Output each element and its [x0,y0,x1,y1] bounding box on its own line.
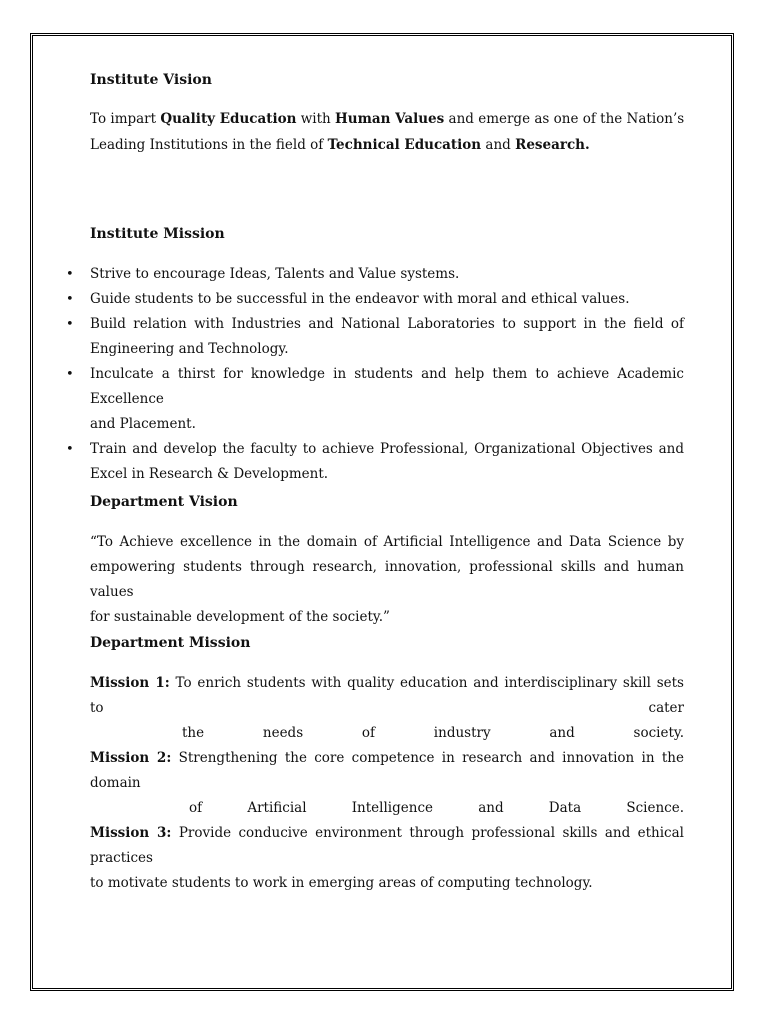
mission-3-line-1 [90,821,684,871]
institute-vision-text [90,107,684,158]
bullet-line: Excel in Research & Development. [90,466,329,482]
institute-vision-heading: Institute Vision [90,72,212,88]
text-run: Leading Institutions in the field of [90,137,328,153]
department-vision-line-2: empowering students through research, innovation, professional skills and human values [90,559,684,600]
department-vision-line-3: for sustainable development of the society.” [90,609,390,625]
mission-bullet-item [66,312,684,362]
mission-1-label: Mission 1: [90,675,170,691]
text-run: Provide conducive environment through professional skills and ethical practices [90,825,684,866]
bold-run: Quality Education [160,111,297,127]
bullet-line: and Placement. [90,416,196,432]
bold-run: Research. [515,137,590,153]
bullet-icon: • [66,442,74,457]
text-run: To enrich students with quality education and interdisciplinary skill sets to cater [90,675,684,716]
bullet-line: Build relation with Industries and National Laboratories to support in the field of [90,316,684,332]
text-run: Strengthening the core competence in research and innovation in the domain [90,750,684,791]
text-run: and [481,137,516,153]
bullet-line: Inculcate a thirst for knowledge in students and help them to achieve Academic Excellence [90,366,684,407]
bold-run: Human Values [335,111,445,127]
mission-2-line-1 [90,746,684,796]
mission-1-line-1 [90,671,684,721]
mission-2-label: Mission 2: [90,750,172,766]
mission-2-line-2: of Artificial Intelligence and Data Science. [189,800,684,816]
mission-bullet-item [66,262,684,287]
bullet-line: Guide students to be successful in the endeavor with moral and ethical values. [90,291,630,307]
mission-bullet-item [66,362,684,437]
mission-3-label: Mission 3: [90,825,172,841]
department-vision-text [90,530,684,630]
bullet-line: Strive to encourage Ideas, Talents and Value systems. [90,266,460,282]
text-run: and emerge as one of the Nation’s [444,111,685,127]
bullet-line: Train and develop the faculty to achieve Professional, Organizational Objectives and [90,441,684,457]
mission-bullet-item [66,287,684,312]
mission-3-line-2: to motivate students to work in emerging areas of computing technology. [90,875,593,891]
mission-bullet-item [66,437,684,487]
bullet-icon: • [66,267,74,282]
bullet-line: Engineering and Technology. [90,341,289,357]
text-run: with [296,111,335,127]
text-run: To impart [90,111,161,127]
mission-1-line-2: the needs of industry and society. [182,725,684,741]
bullet-icon: • [66,292,74,307]
institute-vision-line-2 [90,133,684,158]
institute-mission-list [66,262,684,487]
bullet-icon: • [66,317,74,332]
department-vision-line-1: “To Achieve excellence in the domain of Artificial Intelligence and Data Science by [90,534,684,550]
institute-mission-heading: Institute Mission [90,226,225,242]
department-mission-text [90,671,684,896]
department-mission-heading: Department Mission [90,635,251,651]
institute-vision-line-1 [90,107,684,132]
bold-run: Technical Education [327,137,482,153]
department-vision-heading: Department Vision [90,494,238,510]
bullet-icon: • [66,367,74,382]
